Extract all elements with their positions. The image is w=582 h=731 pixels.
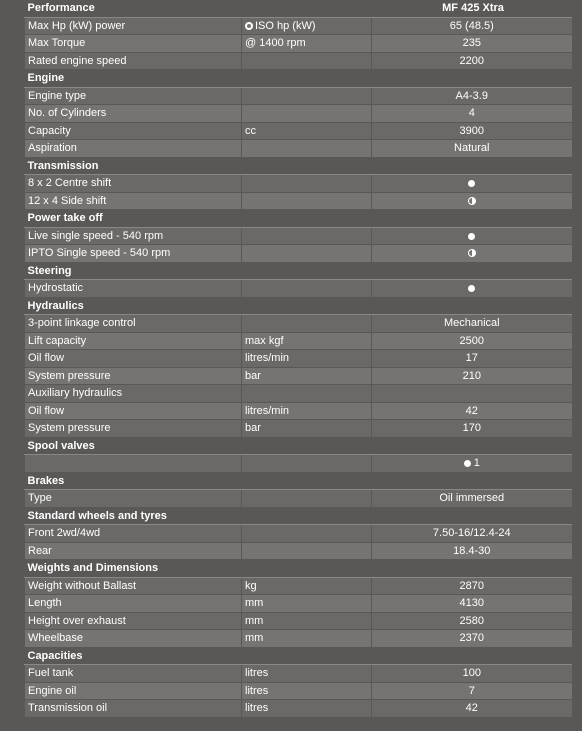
spec-unit: [242, 385, 372, 403]
spec-value: [372, 385, 572, 403]
model-name-header: MF 425 Xtra: [372, 0, 572, 17]
spec-label: Aspiration: [25, 140, 242, 158]
spec-label: Height over exhaust: [25, 612, 242, 630]
spec-unit-text: ISO hp (kW): [255, 19, 316, 32]
section-title: Steering: [25, 262, 372, 280]
spec-unit: [242, 315, 372, 333]
spec-unit-text: mm: [245, 614, 264, 627]
spec-unit: [242, 595, 372, 613]
section-header-blank: [372, 560, 572, 578]
spec-label: Max Hp (kW) power: [25, 17, 242, 35]
spec-value: [372, 665, 572, 683]
section-title: Hydraulics: [25, 297, 372, 315]
optional-half-circle-icon: [468, 249, 476, 257]
table-row: [25, 280, 572, 298]
standard-dot-icon: [468, 285, 475, 292]
spec-value-text: 42: [465, 702, 478, 715]
spec-unit: [242, 577, 372, 595]
spec-unit: [242, 542, 372, 560]
spec-value-text: 18.4-30: [453, 544, 491, 557]
spec-value-text: 65 (48.5): [449, 19, 494, 32]
section-title: Engine: [25, 70, 372, 88]
spec-value: [372, 420, 572, 438]
optional-half-circle-icon: [468, 197, 476, 205]
section-title: Weights and Dimensions: [25, 560, 372, 578]
standard-dot-icon: [468, 233, 475, 240]
section-header-blank: [372, 437, 572, 455]
spec-value-text: 210: [462, 369, 481, 382]
table-row: [25, 367, 572, 385]
spec-unit: [242, 490, 372, 508]
spec-label: Oil flow: [25, 350, 242, 368]
spec-label: Auxiliary hydraulics: [25, 385, 242, 403]
section-header-blank: [372, 507, 572, 525]
spec-unit-text: litres: [245, 684, 269, 697]
spec-value: [372, 490, 572, 508]
spec-value: [372, 192, 572, 210]
spec-unit: [242, 682, 372, 700]
section-title: Capacities: [25, 647, 372, 665]
spec-unit: [242, 87, 372, 105]
section-header-capacities: [25, 647, 572, 665]
spec-unit: [242, 280, 372, 298]
spec-unit: [242, 140, 372, 158]
spec-value-text: 2370: [459, 632, 484, 645]
table-row: [25, 122, 572, 140]
spec-unit: [242, 122, 372, 140]
spec-value-text: 4: [468, 107, 475, 120]
spec-value-text: Natural: [454, 142, 490, 155]
spec-value: [372, 140, 572, 158]
spec-value: [372, 402, 572, 420]
spec-unit: [242, 332, 372, 350]
spec-label: Length: [25, 595, 242, 613]
spec-value: [372, 332, 572, 350]
spec-unit: [242, 402, 372, 420]
section-header-spool-valves: [25, 437, 572, 455]
section-title: Power take off: [25, 210, 372, 228]
spec-unit: [242, 245, 372, 263]
spec-value: [372, 105, 572, 123]
standard-dot-icon: [464, 460, 471, 467]
spec-unit: [242, 420, 372, 438]
spec-label: Wheelbase: [25, 630, 242, 648]
spec-unit: [242, 525, 372, 543]
table-row: [25, 455, 572, 473]
table-row: [25, 420, 572, 438]
spec-unit: [242, 175, 372, 193]
table-row: [25, 105, 572, 123]
section-header-power-take-off: [25, 210, 572, 228]
spec-value-text: 2500: [459, 334, 484, 347]
section-header-transmission: [25, 157, 572, 175]
spec-unit: [242, 665, 372, 683]
spec-unit: [242, 35, 372, 53]
section-header-blank: [372, 472, 572, 490]
spec-value: [372, 122, 572, 140]
spec-label: No. of Cylinders: [25, 105, 242, 123]
spec-unit-text: litres/min: [245, 352, 290, 365]
spec-label: Lift capacity: [25, 332, 242, 350]
spec-value-text: 17: [465, 352, 478, 365]
section-header-weights-and-dimensions: [25, 560, 572, 578]
spec-value-text: 7.50-16/12.4-24: [432, 527, 511, 540]
section-title: Spool valves: [25, 437, 372, 455]
table-row: [25, 682, 572, 700]
section-header-blank: [372, 262, 572, 280]
spec-label: Type: [25, 490, 242, 508]
spec-unit: [242, 105, 372, 123]
section-header-engine: [25, 70, 572, 88]
spec-value-text: 4130: [459, 597, 484, 610]
spec-label: Live single speed - 540 rpm: [25, 227, 242, 245]
spec-value: [372, 350, 572, 368]
spec-label: Rear: [25, 542, 242, 560]
spec-value: [372, 700, 572, 718]
spec-value: [372, 280, 572, 298]
spec-unit-text: cc: [245, 124, 256, 137]
spec-value-text: 2870: [459, 579, 484, 592]
spec-label: IPTO Single speed - 540 rpm: [25, 245, 242, 263]
radio-icon: [245, 22, 253, 30]
section-header-blank: [372, 70, 572, 88]
table-row: [25, 595, 572, 613]
table-row: [25, 315, 572, 333]
table-row: [25, 227, 572, 245]
table-row: [25, 630, 572, 648]
table-row: [25, 332, 572, 350]
table-row: [25, 350, 572, 368]
spec-unit-text: litres: [245, 702, 269, 715]
spec-label: Engine oil: [25, 682, 242, 700]
table-row: [25, 175, 572, 193]
spec-value-text: 170: [462, 422, 481, 435]
table-row: [25, 35, 572, 53]
table-row: [25, 700, 572, 718]
spec-unit-text: @ 1400 rpm: [245, 37, 306, 50]
spec-value: [372, 367, 572, 385]
section-header-blank: [372, 210, 572, 228]
spec-label: Rated engine speed: [25, 52, 242, 70]
spec-unit-text: max kgf: [245, 334, 284, 347]
section-title: Standard wheels and tyres: [25, 507, 372, 525]
section-header-steering: [25, 262, 572, 280]
table-row: [25, 52, 572, 70]
spec-label: 8 x 2 Centre shift: [25, 175, 242, 193]
spec-label: Front 2wd/4wd: [25, 525, 242, 543]
spec-value-text: 100: [462, 667, 481, 680]
spec-unit-text: litres/min: [245, 404, 290, 417]
spec-value: [372, 612, 572, 630]
spec-value-text: 235: [462, 37, 481, 50]
spec-unit-text: mm: [245, 632, 264, 645]
spec-value-text: Mechanical: [443, 317, 500, 330]
spec-value: [372, 227, 572, 245]
spec-label: Oil flow: [25, 402, 242, 420]
table-row: [25, 490, 572, 508]
spec-unit: [242, 17, 372, 35]
table-row: [25, 525, 572, 543]
section-header-blank: [372, 157, 572, 175]
spec-value: [372, 682, 572, 700]
spec-value: [372, 245, 572, 263]
spec-unit: [242, 700, 372, 718]
section-header-standard-wheels-and-tyres: [25, 507, 572, 525]
spec-label: Max Torque: [25, 35, 242, 53]
spec-value: [372, 87, 572, 105]
spec-value-text: 1: [473, 457, 480, 470]
spec-unit: [242, 367, 372, 385]
table-row: [25, 577, 572, 595]
spec-value-text: 42: [465, 404, 478, 417]
spec-table-body: [25, 0, 572, 717]
spec-unit: [242, 612, 372, 630]
spec-label: Fuel tank: [25, 665, 242, 683]
spec-value: [372, 630, 572, 648]
section-title: Brakes: [25, 472, 372, 490]
spec-label: System pressure: [25, 367, 242, 385]
spec-unit: [242, 455, 372, 473]
table-row: [25, 385, 572, 403]
section-header-blank: [372, 297, 572, 315]
spec-unit: [242, 192, 372, 210]
spec-value: [372, 175, 572, 193]
spec-label: Transmission oil: [25, 700, 242, 718]
section-title: Performance: [25, 0, 372, 17]
spec-label: 3-point linkage control: [25, 315, 242, 333]
spec-unit-text: kg: [245, 579, 257, 592]
table-row: [25, 245, 572, 263]
spec-value-text: 2200: [459, 54, 484, 67]
spec-value-text: Oil immersed: [439, 492, 505, 505]
table-row: [25, 542, 572, 560]
spec-unit: [242, 52, 372, 70]
spec-unit-text: litres: [245, 667, 269, 680]
spec-label: Capacity: [25, 122, 242, 140]
spec-unit-text: bar: [245, 369, 261, 382]
spec-value: [372, 17, 572, 35]
spec-value: [372, 525, 572, 543]
table-row: [25, 665, 572, 683]
spec-value: [372, 35, 572, 53]
section-header-performance: [25, 0, 572, 17]
spec-value: [372, 315, 572, 333]
spec-value: [372, 577, 572, 595]
spec-value-text: A4-3.9: [455, 89, 488, 102]
section-header-blank: [372, 647, 572, 665]
spec-value: [372, 455, 572, 473]
table-row: [25, 612, 572, 630]
spec-value-text: 2580: [459, 614, 484, 627]
spec-value-text: 7: [468, 684, 475, 697]
spec-unit-text: bar: [245, 422, 261, 435]
section-title: Transmission: [25, 157, 372, 175]
table-row: [25, 140, 572, 158]
spec-unit: [242, 227, 372, 245]
table-row: [25, 192, 572, 210]
spec-label: [25, 455, 242, 473]
table-row: [25, 87, 572, 105]
spec-value-text: 3900: [459, 124, 484, 137]
table-row: [25, 402, 572, 420]
spec-label: Engine type: [25, 87, 242, 105]
spec-value: [372, 595, 572, 613]
spec-label: System pressure: [25, 420, 242, 438]
spec-table: [24, 0, 572, 718]
spec-unit: [242, 630, 372, 648]
spec-value: [372, 52, 572, 70]
spec-unit: [242, 350, 372, 368]
standard-dot-icon: [468, 180, 475, 187]
spec-label: Hydrostatic: [25, 280, 242, 298]
spec-value: [372, 542, 572, 560]
section-header-brakes: [25, 472, 572, 490]
table-row: [25, 17, 572, 35]
spec-unit-text: mm: [245, 597, 264, 610]
section-header-hydraulics: [25, 297, 572, 315]
spec-label: Weight without Ballast: [25, 577, 242, 595]
spec-label: 12 x 4 Side shift: [25, 192, 242, 210]
